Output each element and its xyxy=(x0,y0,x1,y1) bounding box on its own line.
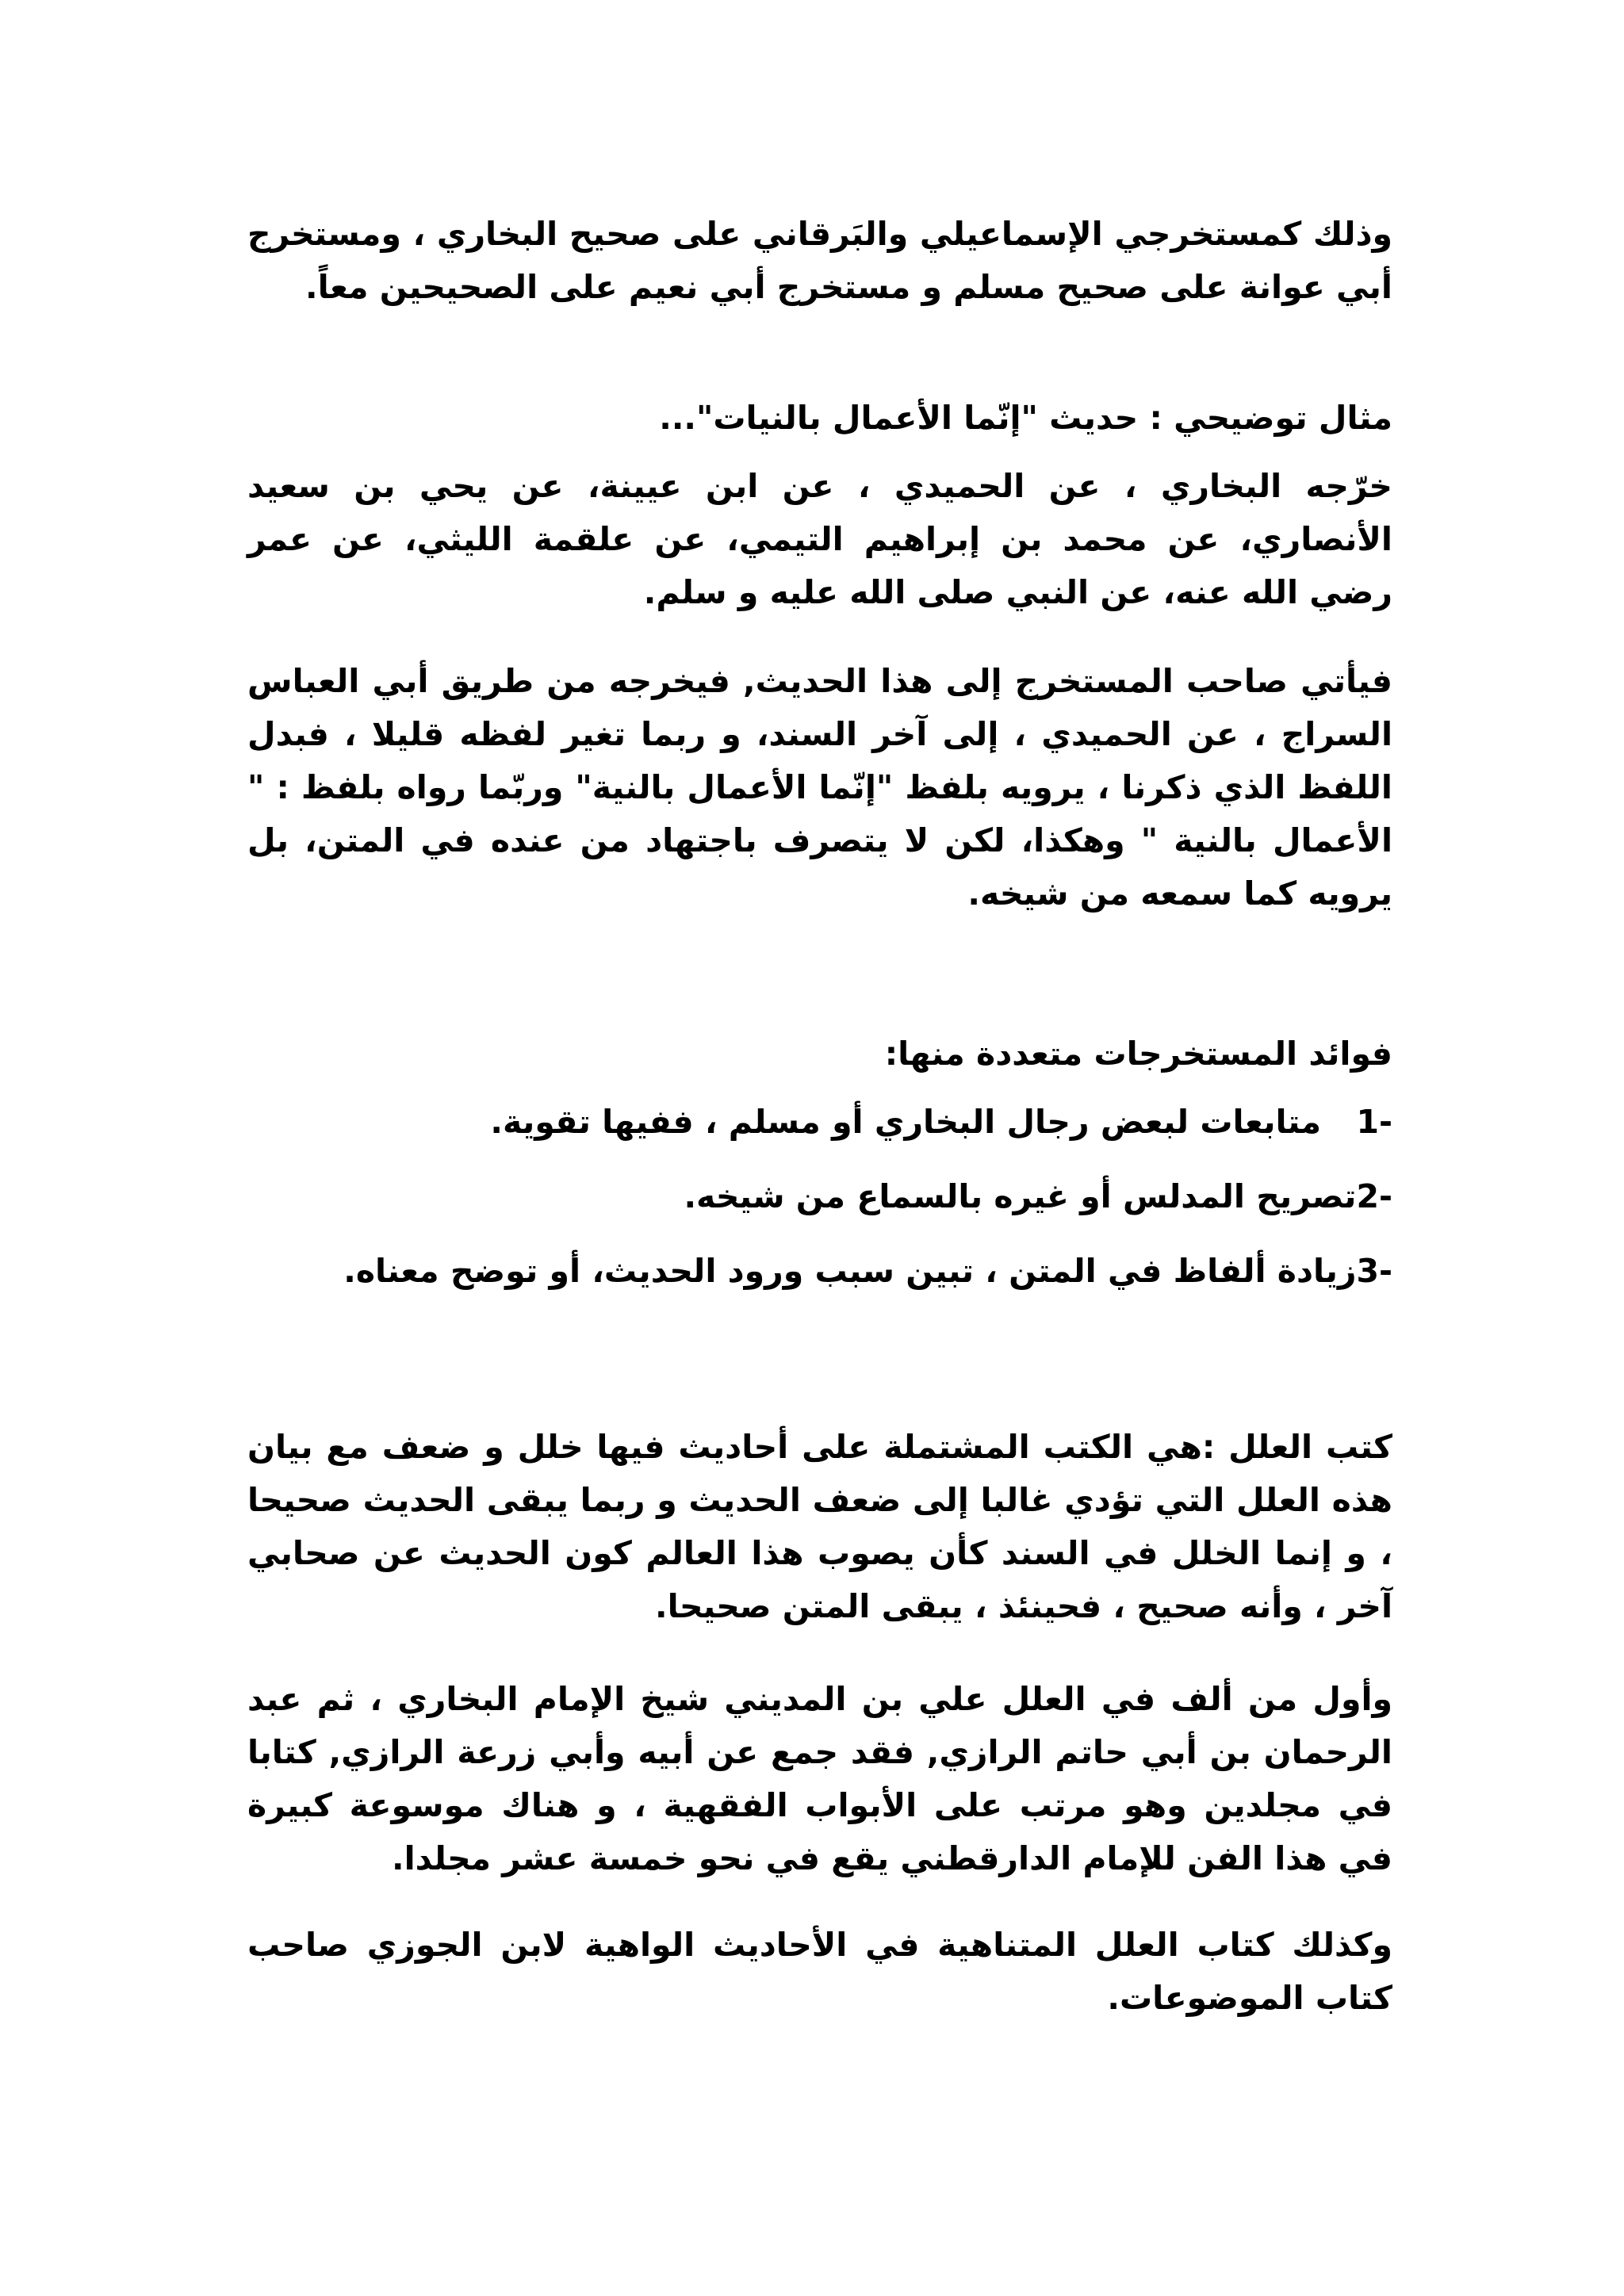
paragraph-mustakhraj-examples: وذلك كمستخرجي الإسماعيلي والبَرقاني على صحيح البخاري ، ومستخرج أبي عوانة على صحيح مسلم و مستخرج أبي نعيم على الصحيحين معاً. xyxy=(247,215,1392,306)
paragraph-hadith-chain: خرّجه البخاري ، عن الحميدي ، عن ابن عيينة، عن يحي بن سعيد الأنصاري، عن محمد بن إبراهيم التيمي، عن علقمة الليثي، عن عمر رضي الله عنه، عن النبي صلى الله عليه و سلم. xyxy=(247,467,1392,611)
benefit-number: -1 xyxy=(1356,1103,1392,1141)
benefit-text: تصريح المدلس أو غيره بالسماع من شيخه. xyxy=(684,1177,1357,1215)
paragraph-ibn-jawzi: وكذلك كتاب العلل المتناهية في الأحاديث الواهية لابن الجوزي صاحب كتاب الموضوعات. xyxy=(247,1926,1392,2017)
benefits-list xyxy=(247,1096,1392,1334)
benefit-text: زيادة ألفاظ في المتن ، تبين سبب ورود الحديث، أو توضح معناه. xyxy=(343,1252,1357,1290)
paragraph-ilal-authors: وأول من ألف في العلل علي بن المديني شيخ الإمام البخاري ، ثم عبد الرحمان بن أبي حاتم الرازي, فقد جمع عن أبيه وأبي زرعة الرازي, كتابا في مجلدين وهو مرتب على الأبواب الفقهية ، و هناك موسوعة كبيرة في هذا الفن للإمام الدارقطني يقع في نحو خمسة عشر مجلدا. xyxy=(247,1680,1392,1877)
benefit-item-1 xyxy=(247,1096,1392,1149)
benefit-text: متابعات لبعض رجال البخاري أو مسلم ، ففيها تقوية. xyxy=(490,1103,1321,1141)
benefit-item-3 xyxy=(247,1245,1392,1298)
benefit-number: -3 xyxy=(1356,1252,1392,1290)
paragraph-example-heading: مثال توضيحي : حديث "إنّما الأعمال بالنيات"... xyxy=(659,399,1392,437)
paragraph-mustakhraj-explanation: فيأتي صاحب المستخرج إلى هذا الحديث, فيخرجه من طريق أبي العباس السراج ، عن الحميدي ، إلى آخر السند، و ربما تغير لفظه قليلا ، فبدل اللفظ الذي ذكرنا ، يرويه بلفظ "إنّما الأعمال بالنية" وربّما رواه بلفظ : " الأعمال بالنية " وهكذا، لكن لا يتصرف باجتهاد من عنده في المتن، بل يرويه كما سمعه من شيخه. xyxy=(247,662,1392,913)
benefits-heading: فوائد المستخرجات متعددة منها: xyxy=(884,1035,1392,1073)
benefit-item-2 xyxy=(247,1170,1392,1223)
paragraph-ilal-definition: كتب العلل :هي الكتب المشتملة على أحاديث فيها خلل و ضعف مع بيان هذه العلل التي تؤدي غالبا إلى ضعف الحديث و ربما يبقى الحديث صحيحا ، و إنما الخلل في السند كأن يصوب هذا العالم كون الحديث عن صحابي آخر ، وأنه صحيح ، فحينئذ ، يبقى المتن صحيحا. xyxy=(247,1428,1392,1625)
benefit-number: -2 xyxy=(1356,1177,1392,1215)
